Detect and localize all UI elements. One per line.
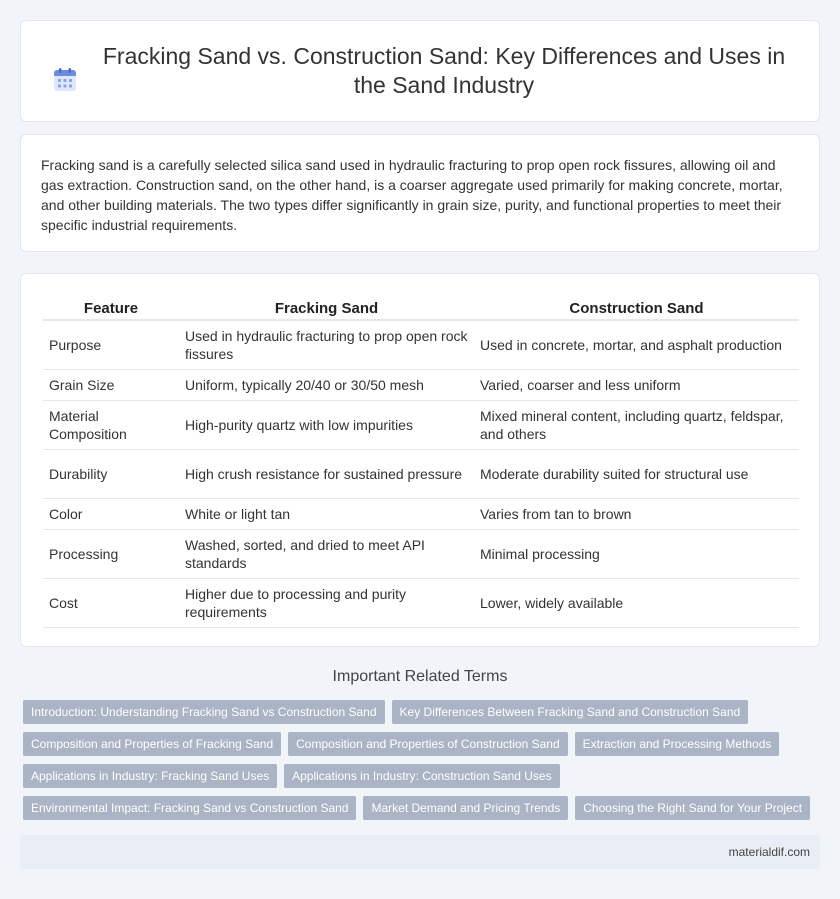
related-term-tag[interactable]: Applications in Industry: Construction Sand Uses bbox=[284, 764, 559, 788]
header-fracking-sand: Fracking Sand bbox=[179, 294, 474, 321]
table-cell-construction: Varies from tan to brown bbox=[474, 499, 799, 530]
related-term-tag[interactable]: Introduction: Understanding Fracking Sand vs Construction Sand bbox=[23, 700, 385, 724]
table-cell-fracking: High crush resistance for sustained pressure bbox=[179, 450, 474, 499]
table-row bbox=[43, 321, 799, 370]
table-row bbox=[43, 450, 799, 499]
table-cell-fracking: White or light tan bbox=[179, 499, 474, 530]
table-row bbox=[43, 530, 799, 579]
footer-site-link[interactable]: materialdif.com bbox=[728, 845, 810, 859]
related-term-tag[interactable]: Market Demand and Pricing Trends bbox=[363, 796, 568, 820]
table-cell-feature: Purpose bbox=[43, 321, 179, 370]
table-cell-feature: Durability bbox=[43, 450, 179, 499]
comparison-table bbox=[43, 294, 799, 628]
table-cell-fracking: High-purity quartz with low impurities bbox=[179, 401, 474, 450]
table-cell-fracking: Uniform, typically 20/40 or 30/50 mesh bbox=[179, 370, 474, 401]
table-cell-fracking: Washed, sorted, and dried to meet API standards bbox=[179, 530, 474, 579]
table-cell-construction: Used in concrete, mortar, and asphalt production bbox=[474, 321, 799, 370]
title-card bbox=[20, 20, 820, 122]
related-term-tag[interactable]: Choosing the Right Sand for Your Project bbox=[575, 796, 810, 820]
table-cell-construction: Mixed mineral content, including quartz, feldspar, and others bbox=[474, 401, 799, 450]
table-row bbox=[43, 370, 799, 401]
table-cell-fracking: Used in hydraulic fracturing to prop open rock fissures bbox=[179, 321, 474, 370]
header-construction-sand: Construction Sand bbox=[474, 294, 799, 321]
related-term-tag[interactable]: Environmental Impact: Fracking Sand vs Construction Sand bbox=[23, 796, 356, 820]
related-term-tag[interactable]: Key Differences Between Fracking Sand and Construction Sand bbox=[392, 700, 749, 724]
table-cell-construction: Minimal processing bbox=[474, 530, 799, 579]
page-title: Fracking Sand vs. Construction Sand: Key Differences and Uses in the Sand Industry bbox=[102, 43, 786, 98]
related-term-tag[interactable]: Composition and Properties of Fracking Sand bbox=[23, 732, 281, 756]
table-cell-feature: Grain Size bbox=[43, 370, 179, 401]
related-term-tag[interactable]: Composition and Properties of Construction Sand bbox=[288, 732, 567, 756]
related-term-tag[interactable]: Extraction and Processing Methods bbox=[575, 732, 780, 756]
related-terms-title: Important Related Terms bbox=[332, 668, 508, 685]
table-cell-feature: Material Composition bbox=[43, 401, 179, 450]
table-cell-construction: Varied, coarser and less uniform bbox=[474, 370, 799, 401]
related-terms-list bbox=[23, 700, 823, 828]
footer bbox=[20, 835, 820, 869]
comparison-card bbox=[20, 273, 820, 647]
table-row bbox=[43, 499, 799, 530]
related-term-tag[interactable]: Applications in Industry: Fracking Sand Uses bbox=[23, 764, 277, 788]
calendar-grid-icon bbox=[51, 66, 79, 94]
table-cell-feature: Color bbox=[43, 499, 179, 530]
intro-paragraph: Fracking sand is a carefully selected silica sand used in hydraulic fracturing to prop open rock fissures, allowing oil and gas extraction. Construction sand, on the other hand, is a coarser aggregate used primarily for making concrete, mortar, and other building materials. The two types differ significantly in grain size, purity, and functional properties to meet their specific industrial requirements. bbox=[41, 157, 783, 233]
table-header-row bbox=[43, 294, 799, 321]
table-cell-fracking: Higher due to processing and purity requirements bbox=[179, 579, 474, 628]
table-row bbox=[43, 401, 799, 450]
table-row bbox=[43, 579, 799, 628]
intro-card bbox=[20, 134, 820, 252]
table-cell-feature: Cost bbox=[43, 579, 179, 628]
table-cell-construction: Lower, widely available bbox=[474, 579, 799, 628]
title-wrap bbox=[51, 42, 789, 100]
table-cell-construction: Moderate durability suited for structural use bbox=[474, 450, 799, 499]
header-feature: Feature bbox=[43, 294, 179, 321]
table-cell-feature: Processing bbox=[43, 530, 179, 579]
